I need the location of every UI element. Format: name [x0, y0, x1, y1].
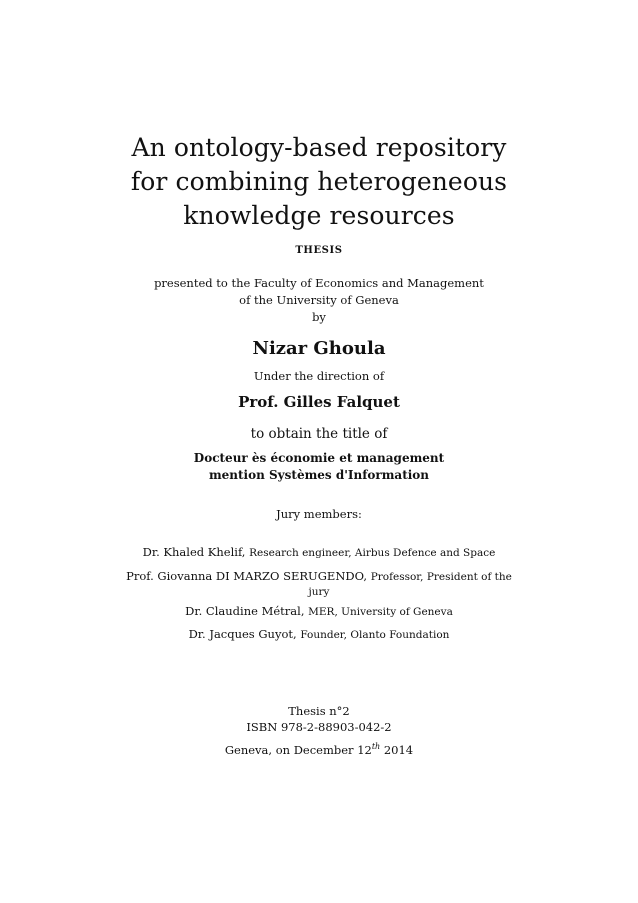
- advisor-name: Prof. Gilles Falquet: [238, 393, 400, 411]
- presented-line-2: of the University of Geneva: [239, 293, 399, 307]
- place-date-year: 2014: [380, 743, 414, 757]
- thesis-number: Thesis n°2: [288, 704, 350, 718]
- title-line-2: for combining heterogeneous: [130, 167, 508, 196]
- place-date-ordinal: th: [371, 742, 381, 752]
- presented-block: [0, 275, 638, 326]
- title-line-1: An ontology-based repository: [131, 133, 507, 162]
- jury-member-name: Prof. Giovanna DI MARZO SERUGENDO,: [126, 569, 368, 583]
- jury-heading: Jury members:: [276, 507, 362, 521]
- presented-line-1: presented to the Faculty of Economics and Management: [154, 276, 484, 290]
- jury-member-role: MER, University of Geneva: [308, 606, 453, 618]
- jury-member-name: Dr. Jacques Guyot,: [188, 627, 297, 641]
- degree-block: [0, 450, 638, 484]
- thesis-title: [0, 131, 638, 233]
- jury-member: [0, 545, 638, 559]
- title-line-3: knowledge resources: [183, 201, 455, 230]
- jury-member: [0, 569, 638, 583]
- jury-member-name: Dr. Khaled Khelif,: [142, 545, 246, 559]
- thesis-label: THESIS: [295, 245, 343, 256]
- jury-member: [0, 604, 638, 618]
- jury-member-role: Founder, Olanto Foundation: [300, 629, 450, 641]
- jury-member-role: Research engineer, Airbus Defence and Space: [249, 547, 496, 559]
- degree-line-2: mention Systèmes d'Information: [208, 468, 430, 482]
- direction-text: Under the direction of: [253, 369, 385, 383]
- place-date: [0, 743, 638, 757]
- obtain-text: to obtain the title of: [250, 426, 388, 442]
- isbn: ISBN 978-2-88903-042-2: [246, 720, 392, 734]
- jury-member-role-continued: jury: [308, 586, 330, 598]
- presented-line-3: by: [312, 310, 326, 324]
- jury-member: [0, 627, 638, 641]
- jury-member-role: Professor, President of the: [370, 571, 512, 583]
- author-name: Nizar Ghoula: [252, 338, 386, 359]
- jury-member-name: Dr. Claudine Métral,: [185, 604, 305, 618]
- place-date-prefix: Geneva, on December 12: [224, 743, 372, 757]
- degree-line-1: Docteur ès économie et management: [193, 451, 445, 465]
